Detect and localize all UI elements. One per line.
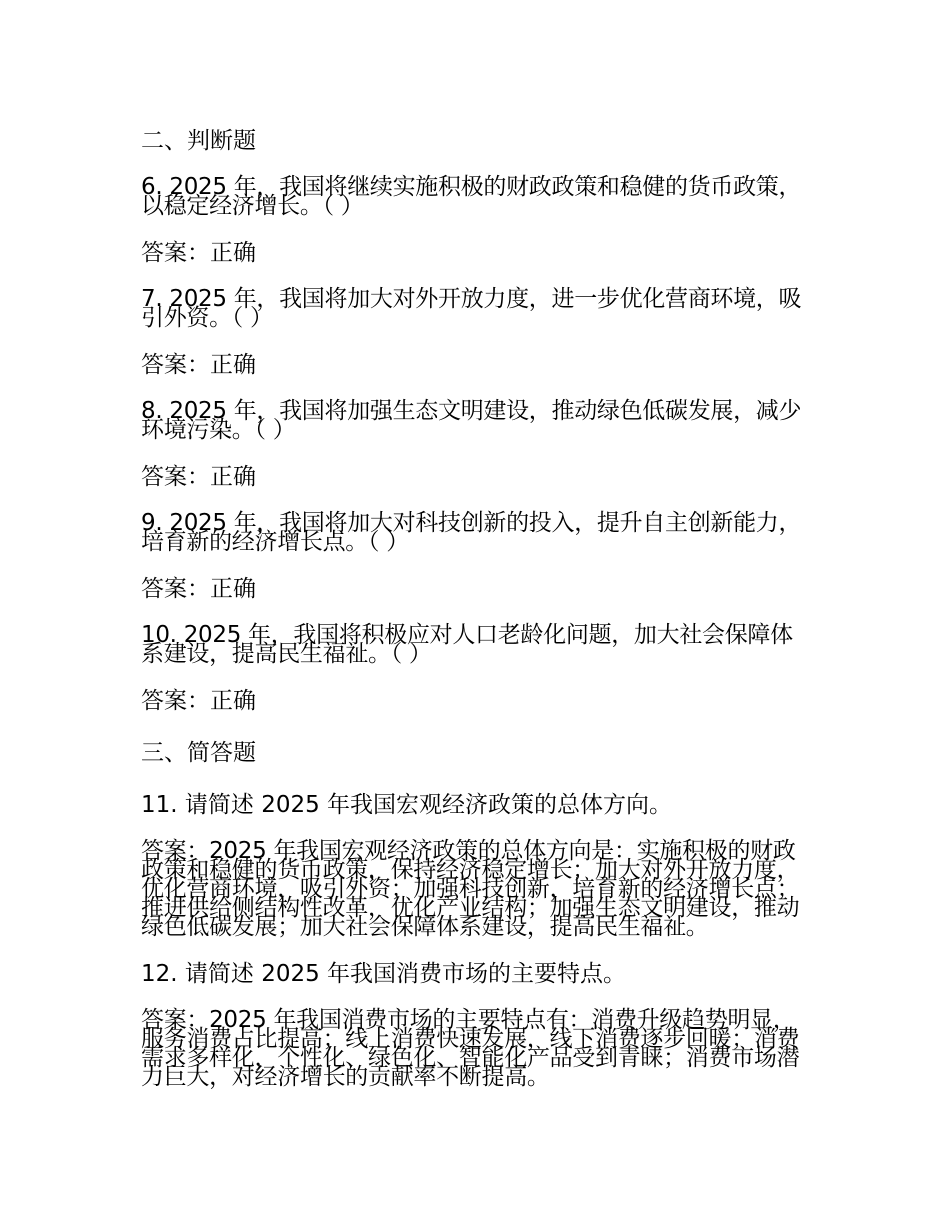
answer-12: 答案：2025 年我国消费市场的主要特点有：消费升级趋势明显，服务消费占比提高；线上消费快速发展，线下消费逐步回暖；消费需求多样化，个性化、绿色化、智能化产品受到青睐；消费市场潜力巨大，对经济增长的贡献率不断提高。 [141, 1007, 800, 1090]
question-10: 10. 2025 年，我国将积极应对人口老龄化问题，加大社会保障体系建设，提高民生福祉。（ ） [141, 622, 793, 667]
question-11: 11. 请简述 2025 年我国宏观经济政策的总体方向。 [141, 792, 673, 818]
question-9: 9. 2025 年，我国将加大对科技创新的投入，提升自主创新能力，培育新的经济增长点。（ ） [141, 510, 802, 555]
answer-11: 答案：2025 年我国宏观经济政策的总体方向是：实施积极的财政政策和稳健的货币政策，保持经济稳定增长；加大对外开放力度，优化营商环境，吸引外资；加强科技创新，培育新的经济增长点；推进供给侧结构性改革，优化产业结构；加强生态文明建设，推动绿色低碳发展；加大社会保障体系建设，提高民生福祉。 [141, 838, 800, 940]
question-6: 6. 2025 年，我国将继续实施积极的财政政策和稳健的货币政策，以稳定经济增长。（ ） [141, 174, 802, 219]
answer-6: 答案：正确 [141, 240, 256, 266]
answer-8: 答案：正确 [141, 464, 256, 490]
question-7: 7. 2025 年，我国将加大对外开放力度，进一步优化营商环境，吸引外资。（ ） [141, 286, 802, 331]
answer-7: 答案：正确 [141, 352, 256, 378]
question-8: 8. 2025 年，我国将加强生态文明建设，推动绿色低碳发展，减少环境污染。（ ） [141, 398, 802, 443]
question-12: 12. 请简述 2025 年我国消费市场的主要特点。 [141, 961, 627, 987]
document-page [141, 126, 813, 1090]
section-title-short-answer: 三、简答题 [141, 740, 256, 766]
answer-9: 答案：正确 [141, 576, 256, 602]
answer-10: 答案：正确 [141, 688, 256, 714]
section-title-judgement: 二、判断题 [141, 128, 256, 154]
